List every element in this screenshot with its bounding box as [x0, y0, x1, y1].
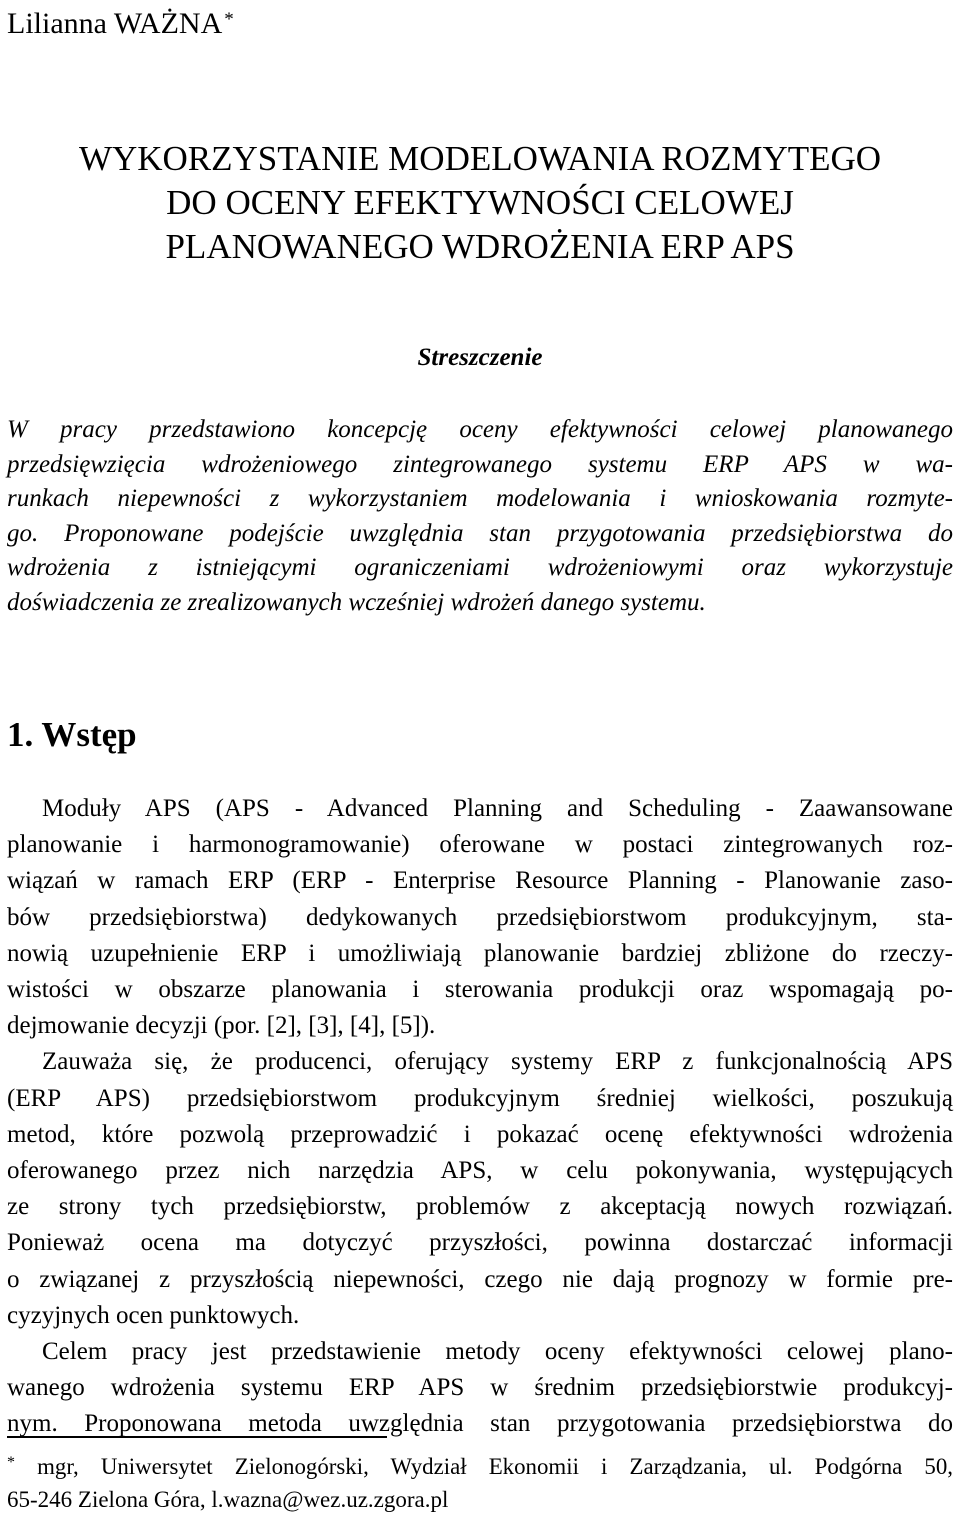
body-line: Moduły APS (APS - Advanced Planning and Scheduling - Zaawansowane: [42, 795, 953, 822]
footnote-address: 65-246 Zielona Góra, l.wazna@wez.uz.zgora.pl: [7, 1487, 449, 1512]
footnote-affiliation: mgr, Uniwersytet Zielonogórski, Wydział Ekonomii i Zarządzania, ul. Podgórna 50,: [37, 1454, 953, 1479]
body-line: nym. Proponowana metoda uwzględnia stan przygotowania przedsiębiorstwa do: [7, 1410, 953, 1438]
body-line: wanego wdrożenia systemu ERP APS w średnim przedsiębiorstwie produkcyj-: [7, 1374, 953, 1402]
body-line: dejmowanie decyzji (por. [2], [3], [4], [5]).: [7, 1012, 436, 1040]
abstract-line: przedsięwzięcia wdrożeniowego zintegrowanego systemu ERP APS w wa-: [7, 450, 953, 478]
author-footnote: [7, 1450, 953, 1516]
body-line: wistości w obszarze planowania i sterowania produkcji oraz wspomagają po-: [7, 976, 953, 1004]
author-name: Lilianna WAŻNA: [7, 7, 223, 40]
body-line: (ERP APS) przedsiębiorstwom produkcyjnym średniej wielkości, poszukują: [7, 1084, 953, 1112]
body-line: Ponieważ ocena ma dotyczyć przyszłości, powinna dostarczać informacji: [7, 1229, 953, 1257]
section-heading: 1. Wstęp: [7, 715, 137, 754]
body-line: metod, które pozwolą przeprowadzić i pokazać ocenę efektywności wdrożenia: [7, 1120, 953, 1148]
abstract-text: [7, 413, 953, 620]
title-line: WYKORZYSTANIE MODELOWANIA ROZMYTEGO: [78, 139, 882, 178]
body-line: nowią uzupełnienie ERP i umożliwiają planowanie bardziej zbliżone do rzeczy-: [7, 939, 953, 967]
body-line: planowanie i harmonogramowanie) oferowane w postaci zintegrowanych roz-: [7, 831, 953, 859]
abstract-heading: Streszczenie: [417, 344, 543, 371]
body-line: bów przedsiębiorstwa) dedykowanych przedsiębiorstwom produkcyjnym, sta-: [7, 903, 953, 931]
title-line: DO OCENY EFEKTYWNOŚCI CELOWEJ: [166, 183, 794, 222]
abstract-line: doświadczenia ze zrealizowanych wcześniej wdrożeń danego systemu.: [7, 588, 706, 616]
paper-title: [0, 137, 960, 269]
abstract-line: runkach niepewności z wykorzystaniem modelowania i wnioskowania rozmyte-: [7, 485, 953, 512]
body-line: oferowanego przez nich narzędzia APS, w celu pokonywania, występujących: [7, 1157, 953, 1185]
author-footnote-marker: *: [224, 9, 234, 30]
title-line: PLANOWANEGO WDROŻENIA ERP APS: [165, 227, 795, 266]
body-line: o związanej z przyszłością niepewności, czego nie dają prognozy w formie pre-: [7, 1265, 953, 1293]
body-line: ze strony tych przedsiębiorstw, problemów z akceptacją nowych rozwiązań.: [7, 1193, 953, 1221]
footnote-marker: *: [7, 1454, 15, 1471]
abstract-line: W pracy przedstawiono koncepcję oceny efektywności celowej planowanego: [7, 416, 953, 443]
abstract-line: wdrożenia z istniejącymi ograniczeniami wdrożeniowymi oraz wykorzystuje: [7, 554, 953, 581]
footnote-divider: [7, 1436, 387, 1438]
author-line: [7, 4, 234, 44]
body-text: [7, 791, 953, 1443]
abstract-line: go. Proponowane podejście uwzględnia stan przygotowania przedsiębiorstwa do: [7, 519, 953, 547]
footnote-line: [7, 1450, 953, 1483]
body-line: wiązań w ramach ERP (ERP - Enterprise Resource Planning - Planowanie zaso-: [7, 867, 953, 895]
body-line: Celem pracy jest przedstawienie metody oceny efektywności celowej plano-: [42, 1338, 953, 1366]
body-line: cyzyjnych ocen punktowych.: [7, 1301, 300, 1329]
body-line: Zauważa się, że producenci, oferujący systemy ERP z funkcjonalnością APS: [42, 1048, 953, 1076]
